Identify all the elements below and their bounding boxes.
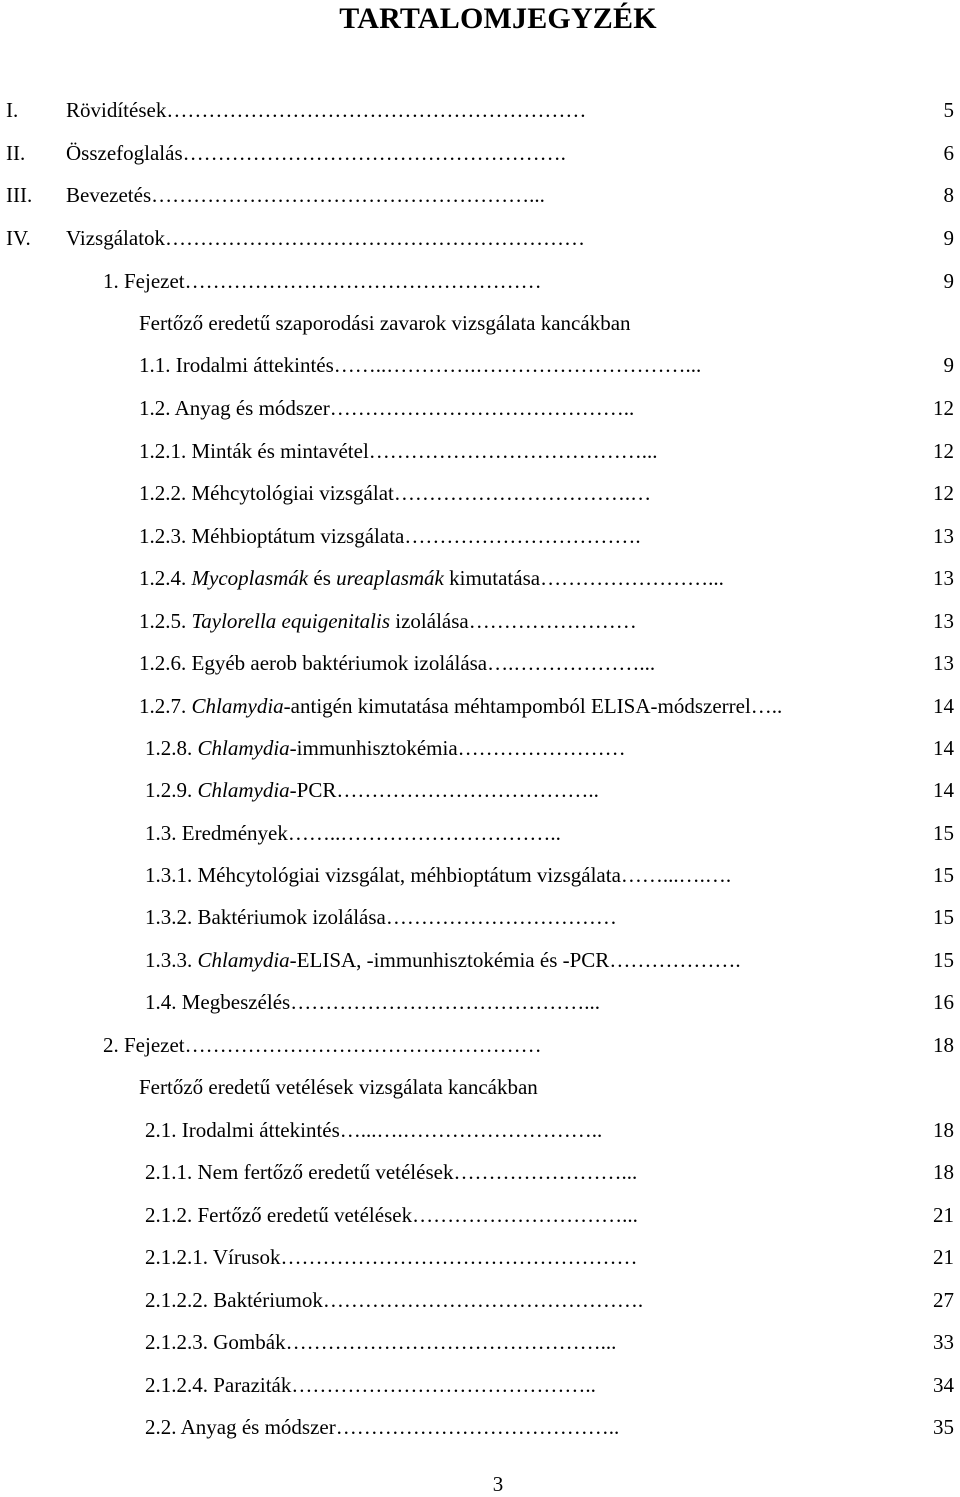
toc-entry-title: 1.3. Eredmények……..…………………………..: [145, 821, 561, 845]
toc-entry-title: 1.2.1. Minták és mintavétel…………………………………...: [139, 439, 658, 463]
toc-entry: [0, 1157, 960, 1187]
toc-entry-title: 1.3.1. Méhcytológiai vizsgálat, méhbioptátum vizsgálata……...….….: [145, 863, 732, 887]
toc-entry-page-number: 14: [933, 736, 954, 760]
toc-entry-leader: ………………………………..: [336, 778, 599, 802]
toc-entry: [0, 266, 960, 296]
toc-entry-leader: ……………………………………………: [184, 269, 542, 293]
toc-entry-page-number: 14: [933, 694, 954, 718]
toc-entry: [0, 1370, 960, 1400]
toc-entry-title: Rövidítések……………………………………………………: [66, 98, 587, 122]
toc-entry-title: Összefoglalás……………………………………………….: [66, 141, 566, 165]
toc-entry: [0, 521, 960, 551]
toc-entry-page-number: 6: [943, 141, 954, 165]
toc-entry: [0, 1412, 960, 1442]
toc-entry-leader: ……..…………………………..: [287, 821, 561, 845]
toc-entry-page-number: 9: [943, 353, 954, 377]
toc-entry-leader: ……………………: [457, 736, 626, 760]
toc-entry-leader: …………………………………..: [335, 1415, 620, 1439]
toc-entry-page-number: 13: [933, 651, 954, 675]
toc-entry-title: 2.1. Irodalmi áttekintés…...….………………………..: [145, 1118, 603, 1142]
toc-entry-title: 1.2. Anyag és módszer……………………………………..: [139, 396, 635, 420]
toc-entry: [0, 180, 960, 210]
toc-entry: [0, 478, 960, 508]
toc-entry-page-number: 12: [933, 439, 954, 463]
toc-entry: [0, 1200, 960, 1230]
toc-entry-page-number: 27: [933, 1288, 954, 1312]
toc-entry: [0, 1072, 960, 1102]
toc-entry-page-number: 15: [933, 821, 954, 845]
page-number: 3: [492, 1472, 504, 1496]
toc-entry: [0, 818, 960, 848]
toc-entry: [0, 308, 960, 338]
toc-entry-title: 2. Fejezet……………………………………………: [103, 1033, 542, 1057]
toc-entry-title: 2.2. Anyag és módszer…………………………………..: [145, 1415, 620, 1439]
toc-entry: [0, 223, 960, 253]
toc-entry-leader: ……………………: [468, 609, 637, 633]
toc-entry-title: 2.1.2.2. Baktériumok……………………………………….: [145, 1288, 644, 1312]
toc-entry-title: 1.2.2. Méhcytológiai vizsgálat…………………………….…: [139, 481, 652, 505]
toc-entry: [0, 902, 960, 932]
toc-entry-title: 1.1. Irodalmi áttekintés……..………….…………………………...: [139, 353, 702, 377]
toc-entry: [0, 733, 960, 763]
toc-entry-leader: ….………………...: [487, 651, 656, 675]
toc-entry-title: 1.4. Megbeszélés……………………………………...: [145, 990, 600, 1014]
toc-entry-page-number: 5: [943, 98, 954, 122]
toc-entry-title: 1.2.6. Egyéb aerob baktériumok izolálása….………………...: [139, 651, 656, 675]
toc-entry-title: Fertőző eredetű vetélések vizsgálata kancákban: [139, 1075, 538, 1099]
toc-entry-page-number: 12: [933, 481, 954, 505]
toc-entry-title: 1.2.5. Taylorella equigenitalis izolálása……………………: [139, 609, 637, 633]
toc-entry-title: 1.2.3. Méhbioptátum vizsgálata…………………………….: [139, 524, 641, 548]
toc-entry-page-number: 13: [933, 566, 954, 590]
toc-entry-leader: ……………………………: [385, 905, 617, 929]
toc-entry-title: 1.2.8. Chlamydia-immunhisztokémia……………………: [145, 736, 626, 760]
toc-entry-leader: ……………………………………...: [290, 990, 600, 1014]
toc-entry-leader: ……………………………………………………: [165, 226, 586, 250]
toc-entry-page-number: 34: [933, 1373, 954, 1397]
toc-entry-page-number: 9: [943, 226, 954, 250]
toc-entry-title: 2.1.2.1. Vírusok……………………………………………: [145, 1245, 638, 1269]
toc-entry-leader: ……………………………………………………: [166, 98, 587, 122]
toc-entry-page-number: 33: [933, 1330, 954, 1354]
toc-entry-page-number: 18: [933, 1118, 954, 1142]
toc-entry-page-number: 9: [943, 269, 954, 293]
toc-entry-leader: ……………….: [609, 948, 741, 972]
toc-entry-leader: ………………………………………...: [285, 1330, 617, 1354]
toc-entry-page-number: 14: [933, 778, 954, 802]
toc-entry-title: Vizsgálatok……………………………………………………: [66, 226, 586, 250]
toc-entry-title: Fertőző eredetű szaporodási zavarok vizsgálata kancákban: [139, 311, 631, 335]
toc-entry-numeral: IV.: [6, 226, 31, 250]
toc-entry-title: Bevezetés………………………………………………...: [66, 183, 545, 207]
toc-entry-title: 2.1.2.3. Gombák………………………………………...: [145, 1330, 617, 1354]
toc-entry: [0, 606, 960, 636]
toc-entry-numeral: III.: [6, 183, 33, 207]
toc-entry-leader: ……………………………………..: [291, 1373, 596, 1397]
toc-entry-numeral: II.: [6, 141, 26, 165]
toc-entry-page-number: 15: [933, 863, 954, 887]
toc-entry-leader: …..: [750, 694, 783, 718]
toc-entry-leader: ……...….….: [620, 863, 732, 887]
toc-entry: [0, 350, 960, 380]
toc-entry: [0, 1285, 960, 1315]
toc-entry-title: 2.1.2.4. Paraziták……………………………………..: [145, 1373, 596, 1397]
toc-entry-page-number: 21: [933, 1245, 954, 1269]
toc-entry-leader: ……..………….…………………………...: [333, 353, 702, 377]
toc-entry: [0, 1115, 960, 1145]
toc-entry-numeral: I.: [6, 98, 19, 122]
toc-entry: [0, 648, 960, 678]
toc-entry-leader: …………………………...: [412, 1203, 638, 1227]
toc-entry-leader: ……………………………………..: [329, 396, 635, 420]
toc-entry-leader: ……………………………………….: [322, 1288, 644, 1312]
toc-entry-title: 2.1.1. Nem fertőző eredetű vetélések……………………...: [145, 1160, 638, 1184]
toc-entry-leader: ……………………………………………: [184, 1033, 542, 1057]
toc-entry-page-number: 13: [933, 524, 954, 548]
toc-entry-leader: ……………………………………………….: [182, 141, 566, 165]
toc-entry: [0, 138, 960, 168]
toc-entry-page-number: 15: [933, 948, 954, 972]
toc-entry-page-number: 18: [933, 1160, 954, 1184]
toc-entry-page-number: 8: [943, 183, 954, 207]
toc-entry-leader: …………………………….: [404, 524, 641, 548]
toc-entry: [0, 1242, 960, 1272]
toc-entry: [0, 563, 960, 593]
toc-entry-title: 1.2.4. Mycoplasmák és ureaplasmák kimutatása……………………...: [139, 566, 724, 590]
toc-entry: [0, 1327, 960, 1357]
toc-entry-page-number: 16: [933, 990, 954, 1014]
toc-entry: [0, 775, 960, 805]
toc-entry-page-number: 12: [933, 396, 954, 420]
toc-entry: [0, 393, 960, 423]
toc-entry-page-number: 21: [933, 1203, 954, 1227]
toc-entry: [0, 860, 960, 890]
toc-entry-page-number: 35: [933, 1415, 954, 1439]
toc-entry-title: 1.2.9. Chlamydia-PCR………………………………..: [145, 778, 599, 802]
toc-entry-leader: ………………………………………………...: [151, 183, 545, 207]
toc-entry: [0, 945, 960, 975]
toc-entry-title: 1.2.7. Chlamydia-antigén kimutatása méhtampomból ELISA-módszerrel…..: [139, 694, 783, 718]
toc-entry-page-number: 15: [933, 905, 954, 929]
toc-entry: [0, 1030, 960, 1060]
toc-entry-title: 1.3.2. Baktériumok izolálása……………………………: [145, 905, 617, 929]
toc-entry-leader: ……………………...: [453, 1160, 638, 1184]
toc-entry-page-number: 18: [933, 1033, 954, 1057]
toc-entry: [0, 436, 960, 466]
toc-entry: [0, 987, 960, 1017]
toc-entry-leader: …...….………………………..: [339, 1118, 603, 1142]
toc-entry-leader: ……………………...: [540, 566, 724, 590]
toc-entry-page-number: 13: [933, 609, 954, 633]
toc-entry-leader: …………………………………...: [368, 439, 658, 463]
toc-entry-title: 1. Fejezet……………………………………………: [103, 269, 542, 293]
page-title: TARTALOMJEGYZÉK: [339, 2, 657, 35]
toc-entry-leader: …………………………….…: [393, 481, 652, 505]
toc-entry-title: 2.1.2. Fertőző eredetű vetélések…………………………...: [145, 1203, 638, 1227]
toc-entry-title: 1.3.3. Chlamydia-ELISA, -immunhisztokémia és -PCR……………….: [145, 948, 741, 972]
toc-entry: [0, 95, 960, 125]
toc-entry: [0, 691, 960, 721]
toc-entry-leader: ……………………………………………: [280, 1245, 638, 1269]
